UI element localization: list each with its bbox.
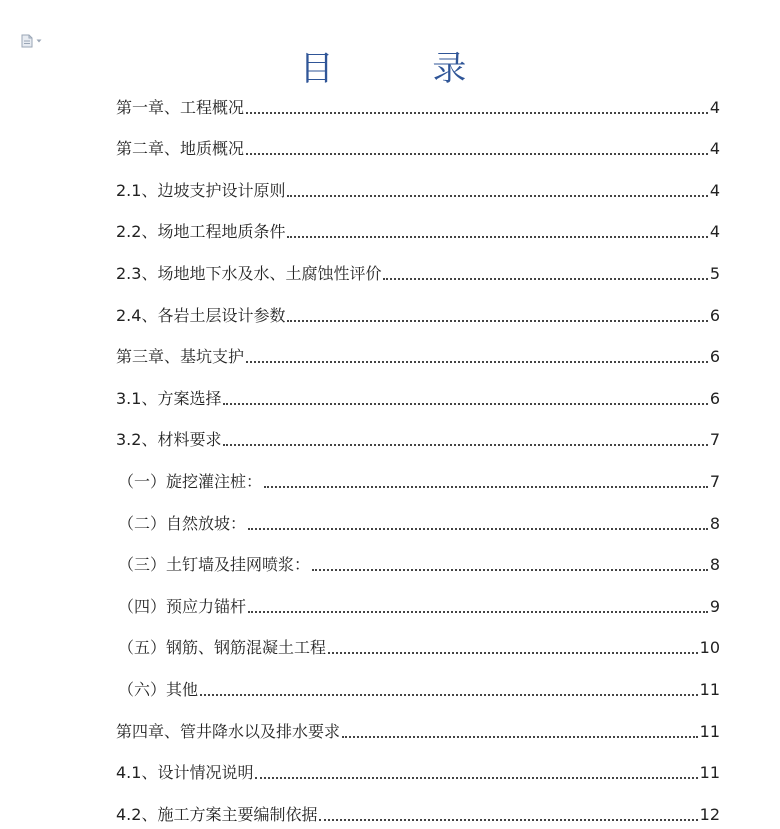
toc-page-number: 11 [699,763,720,783]
toc-entry-label: 4.2、施工方案主要编制依据 [116,804,318,824]
toc-dot-leader [246,152,708,155]
toc-page-number: 4 [709,139,720,159]
toc-entry[interactable] [116,288,720,330]
toc-dot-leader [223,402,707,405]
toc-entry-label: 第一章、工程概况 [116,97,245,117]
toc-page-number: 4 [709,222,720,242]
toc-dot-leader [246,360,708,363]
toc-entry-label: 第三章、基坑支护 [116,347,245,367]
toc-page-number: 12 [699,804,720,824]
toc-entry[interactable] [116,330,720,372]
toc-entry-label: （三）土钉墙及挂网喷浆： [118,555,311,575]
toc-page-number: 7 [709,430,720,450]
toc-entry[interactable] [116,787,720,829]
toc-page-number: 4 [709,97,720,117]
toc-dot-leader [328,651,698,654]
toc-entry[interactable] [116,371,720,413]
toc-entry-label: 3.1、方案选择 [116,388,222,408]
toc-dot-leader [287,319,707,322]
toc-dot-leader [319,818,697,821]
toc-entry-label: （四）预应力锚杆 [118,596,247,616]
toc-page-number: 6 [709,388,720,408]
toc-entry[interactable] [116,496,720,538]
toc-entry[interactable] [116,538,720,580]
toc-page-number: 11 [699,679,720,699]
toc-entry[interactable] [116,579,720,621]
toc-entry[interactable] [116,454,720,496]
toc-entry[interactable] [116,704,720,746]
toc-entry[interactable] [116,163,720,205]
toc-entry[interactable] [116,746,720,788]
toc-dot-leader [342,735,698,738]
toc-entry-label: （二）自然放坡： [118,513,247,533]
toc-page-number: 8 [709,555,720,575]
toc-page-number: 9 [709,596,720,616]
toc-entry-label: （一）旋挖灌注桩： [118,471,263,491]
toc-dot-leader [312,568,708,571]
toc-entry-label: 2.2、场地工程地质条件 [116,222,286,242]
toc-page-number: 10 [699,638,720,658]
table-of-contents [116,80,720,829]
toc-entry[interactable] [116,413,720,455]
toc-entry-label: 3.2、材料要求 [116,430,222,450]
toc-entry[interactable] [116,621,720,663]
toc-entry-label: 2.4、各岩土层设计参数 [116,305,286,325]
toc-dot-leader [264,485,708,488]
toc-entry-label: 第二章、地质概况 [116,139,245,159]
toc-page-number: 8 [709,513,720,533]
toc-dot-leader [246,111,708,114]
toc-dot-leader [287,235,707,238]
toc-entry-label: 第四章、管井降水以及排水要求 [116,721,341,741]
toc-page-number: 4 [709,180,720,200]
toc-dot-leader [248,527,708,530]
toc-entry[interactable] [116,662,720,704]
toc-dot-leader [383,277,707,280]
toc-entry-label: 2.3、场地地下水及水、土腐蚀性评价 [116,263,382,283]
toc-entry-label: （五）钢筋、钢筋混凝土工程 [118,638,327,658]
toc-dot-leader [223,443,707,446]
toc-dot-leader [287,194,707,197]
toc-entry[interactable] [116,246,720,288]
toc-entry[interactable] [116,122,720,164]
toc-page-number: 6 [709,347,720,367]
toc-dot-leader [255,776,697,779]
toc-entry-label: 2.1、边坡支护设计原则 [116,180,286,200]
toc-dot-leader [200,693,698,696]
toc-entry[interactable] [116,80,720,122]
page-title: 目 录 [299,48,511,89]
toc-page-number: 5 [709,263,720,283]
toc-page-number: 11 [699,721,720,741]
toc-page-number: 6 [709,305,720,325]
toc-entry[interactable] [116,205,720,247]
toc-page-number: 7 [709,471,720,491]
toc-dot-leader [248,610,708,613]
toc-entry-label: 4.1、设计情况说明 [116,763,254,783]
toc-entry-label: （六）其他 [118,679,199,699]
